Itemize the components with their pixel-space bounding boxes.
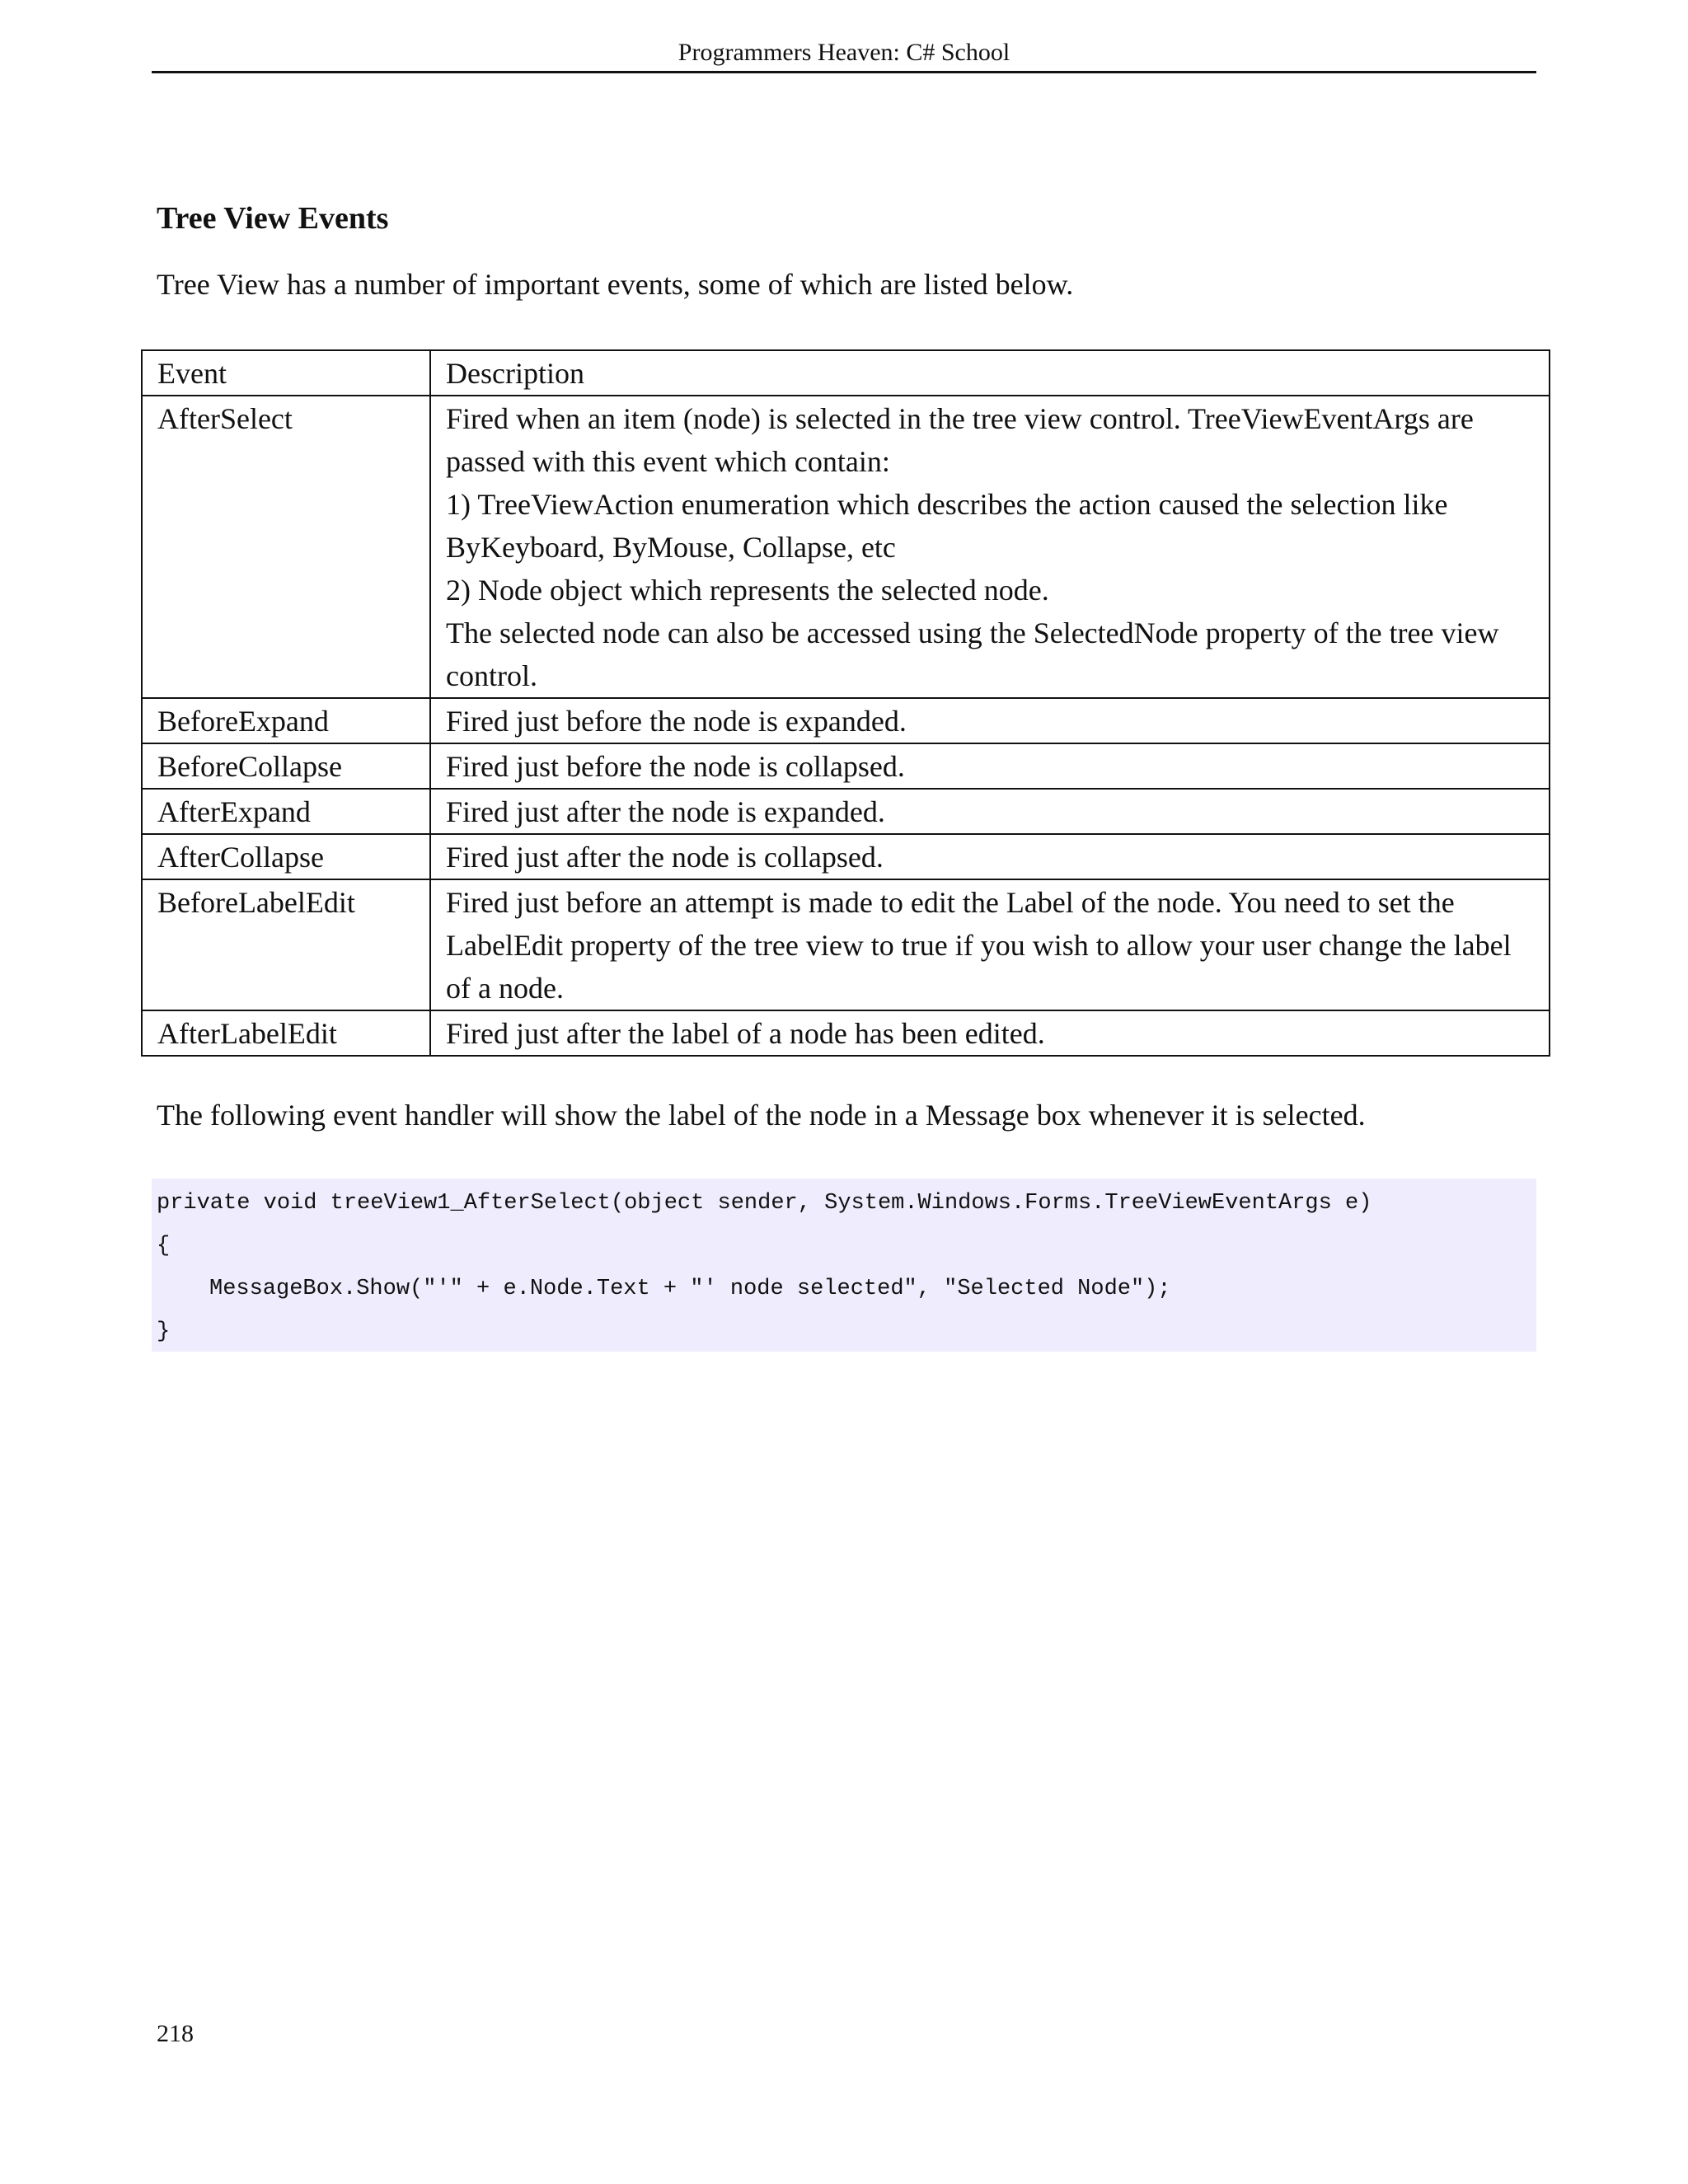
intro-paragraph: Tree View has a number of important events, some of which are listed below. xyxy=(157,268,1074,301)
code-line: private void treeView1_AfterSelect(object sender, System.Windows.Forms.TreeViewEventArgs e) xyxy=(157,1191,1372,1216)
description-cell xyxy=(430,396,1550,698)
event-cell: AfterCollapse xyxy=(142,834,430,879)
table-row xyxy=(142,834,1550,879)
description-line: The selected node can also be accessed using the SelectedNode property of the tree view control. xyxy=(446,616,1499,692)
running-header-title: Programmers Heaven: C# School xyxy=(678,39,1010,66)
description-cell: Fired just after the node is collapsed. xyxy=(430,834,1550,879)
column-header-event: Event xyxy=(142,350,430,396)
table-row xyxy=(142,1010,1550,1056)
description-line: Fired when an item (node) is selected in the tree view control. TreeViewEventArgs are passed with this event which contain: xyxy=(446,402,1474,478)
table-row xyxy=(142,698,1550,743)
events-table xyxy=(141,349,1550,1057)
table-row xyxy=(142,879,1550,1010)
code-line: { xyxy=(157,1234,171,1258)
event-cell: AfterExpand xyxy=(142,789,430,834)
section-title: Tree View Events xyxy=(157,201,389,236)
running-header xyxy=(152,36,1536,73)
code-block xyxy=(152,1179,1536,1352)
table-row xyxy=(142,789,1550,834)
table-row xyxy=(142,743,1550,789)
table-row xyxy=(142,396,1550,698)
table-header-row xyxy=(142,350,1550,396)
event-cell: BeforeLabelEdit xyxy=(142,879,430,1010)
description-cell: Fired just before an attempt is made to edit the Label of the node. You need to set the LabelEdit property of the tree view to true if you wish to allow your user change the label of a node. xyxy=(430,879,1550,1010)
event-cell: AfterLabelEdit xyxy=(142,1010,430,1056)
page-number: 218 xyxy=(157,2020,194,2047)
code-line: MessageBox.Show("'" + e.Node.Text + "' node selected", "Selected Node"); xyxy=(209,1277,1171,1301)
description-line: 1) TreeViewAction enumeration which describes the action caused the selection like ByKeyboard, ByMouse, Collapse, etc xyxy=(446,488,1448,564)
description-cell: Fired just before the node is collapsed. xyxy=(430,743,1550,789)
event-handler-intro: The following event handler will show the label of the node in a Message box whenever it is selected. xyxy=(157,1099,1366,1132)
event-cell: AfterSelect xyxy=(142,396,430,698)
description-cell: Fired just after the node is expanded. xyxy=(430,789,1550,834)
column-header-description: Description xyxy=(430,350,1550,396)
code-line: } xyxy=(157,1319,171,1344)
description-cell: Fired just before the node is expanded. xyxy=(430,698,1550,743)
description-line: 2) Node object which represents the selected node. xyxy=(446,574,1049,607)
description-cell: Fired just after the label of a node has been edited. xyxy=(430,1010,1550,1056)
event-cell: BeforeCollapse xyxy=(142,743,430,789)
event-cell: BeforeExpand xyxy=(142,698,430,743)
